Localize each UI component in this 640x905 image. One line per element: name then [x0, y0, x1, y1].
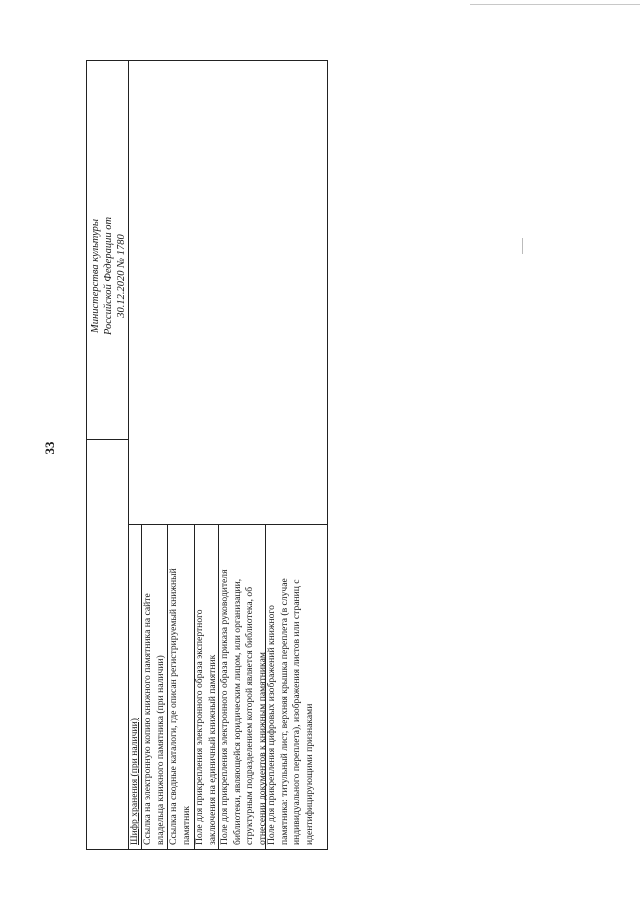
header-note: [89, 191, 128, 361]
row-digital-images-field: Поле для прикрепления цифровых изображений книжного памятника: титульный лист, верхняя крышка переплета (в случае индивидуального переплета), изображения листов или страниц с идентифицирующими признаками: [266, 578, 315, 845]
row-order-image-field: Поле для прикрепления электронного образа приказа руководителя библиотеки, являющейся юридическим лицом, или организации, структурным подразделением которой является библиотека, об отнесении документов к книжным памятникам: [219, 569, 268, 845]
header-divider: [87, 439, 128, 440]
row-electronic-copy-link: Ссылка на электронную копию книжного памятника на сайте владельца книжного памятника (при наличии): [142, 593, 166, 845]
page-number: 33: [42, 441, 57, 455]
row-catalog-link: Ссылка на сводные каталоги, где описан регистрируемый книжный памятник: [168, 568, 192, 845]
scan-mark: [522, 238, 523, 254]
row-storage-code: Шифр хранения (при наличии): [129, 718, 140, 845]
column-divider: [128, 524, 327, 525]
scan-edge-line: [470, 4, 640, 5]
header-line-1: Министерства культуры: [90, 219, 101, 333]
row-expert-conclusion-field: Поле для прикрепления электронного образа экспертного заключения на единичный книжный памятник: [194, 609, 218, 845]
rotated-table: [86, 60, 328, 850]
header-line-2: Российской Федерации от: [103, 216, 114, 336]
header-line-3: 30.12.2020 № 1780: [116, 234, 127, 318]
